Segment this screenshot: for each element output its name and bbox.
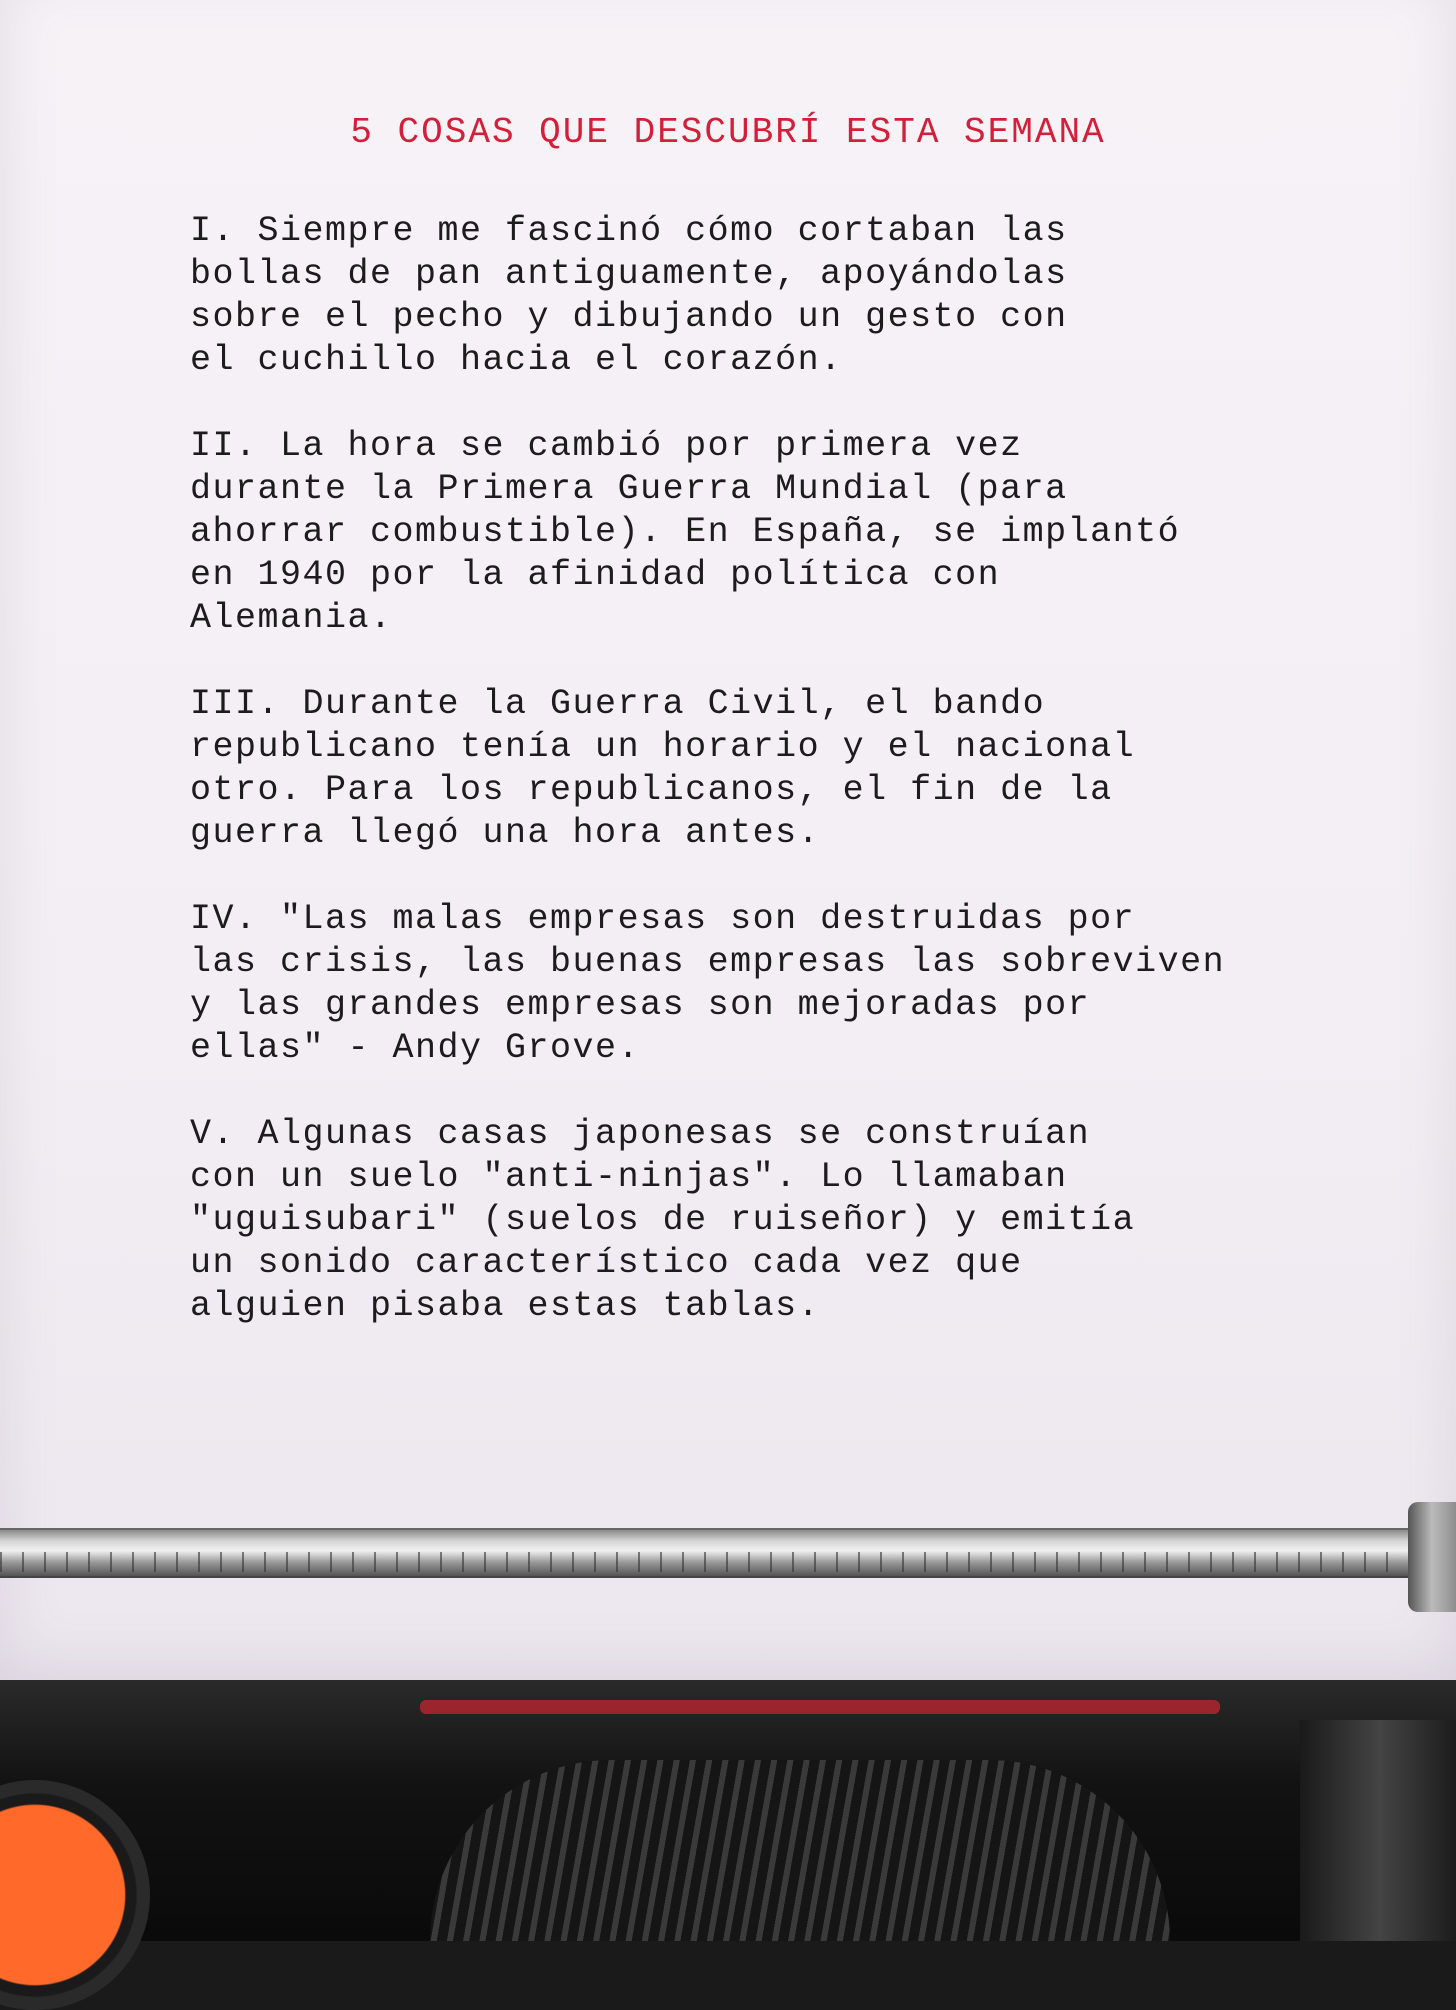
- list-item: V. Algunas casas japonesas se construían con un suelo "anti-ninjas". Lo llamaban "uguisubari" (suelos de ruiseñor) y emitía un sonido característico cada vez que alguien pisaba estas tablas.: [190, 1114, 1136, 1326]
- carriage-scale: [0, 1552, 1410, 1572]
- list-item: IV. "Las malas empresas son destruidas por las crisis, las buenas empresas las sobreviven y las grandes empresas son mejoradas por ellas" - Andy Grove.: [190, 899, 1226, 1068]
- ink-ribbon: [420, 1700, 1220, 1714]
- list-item: II. La hora se cambió por primera vez durante la Primera Guerra Mundial (para ahorrar combustible). En España, se implantó en 1940 por la afinidad política con Alemania.: [190, 426, 1181, 638]
- list-item: III. Durante la Guerra Civil, el bando republicano tenía un horario y el nacional otro. Para los republicanos, el fin de la guerra llegó una hora antes.: [190, 684, 1136, 853]
- typebar-basket: [430, 1760, 1170, 1941]
- items-list: [190, 210, 1390, 1371]
- list-item: I. Siempre me fascinó cómo cortaban las bollas de pan antiguamente, apoyándolas sobre el pecho y dibujando un gesto con el cuchillo hacia el corazón.: [190, 211, 1068, 380]
- page-title: 5 COSAS QUE DESCUBRÍ ESTA SEMANA: [350, 112, 1106, 153]
- carriage-knob: [1408, 1502, 1456, 1612]
- roll-guard: [1300, 1720, 1456, 1941]
